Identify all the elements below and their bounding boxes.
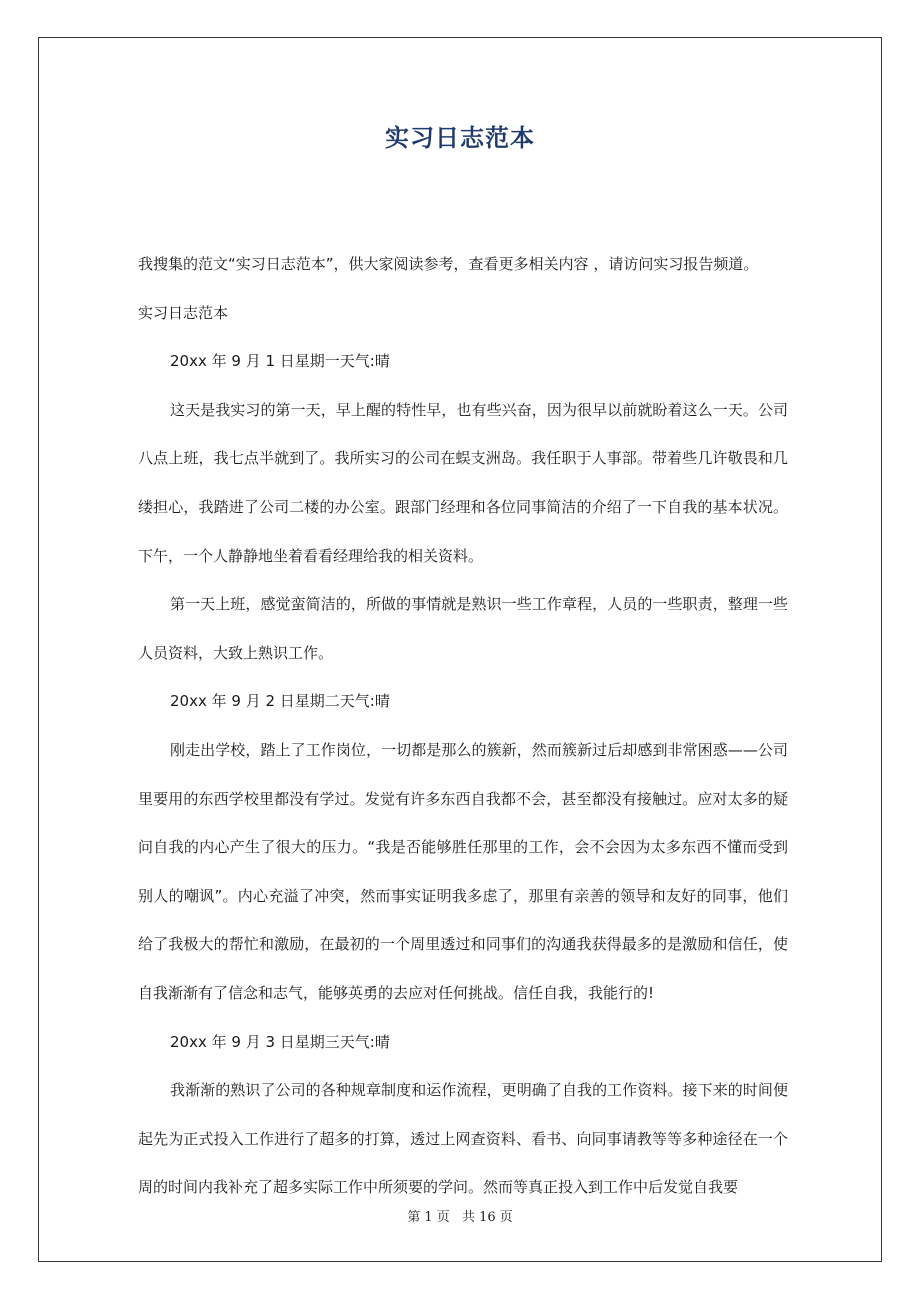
page-number: 第 1 页	[407, 1210, 450, 1225]
entry-paragraph: 这天是我实习的第一天，早上醒的特性早，也有些兴奋，因为很早以前就盼着这么一天。公司八点上班，我七点半就到了。我所实习的公司在蜈支洲岛。我任职于人事部。带着些几许敬畏和几缕担心，我踏进了公司二楼的办公室。跟部门经理和各位同事简洁的介绍了一下自我的基本状况。下午，一个人静静地坐着看看经理给我的相关资料。	[138, 400, 788, 565]
document-body	[138, 240, 788, 1212]
subtitle: 实习日志范本	[138, 303, 229, 322]
entry-paragraph: 第一天上班，感觉蛮简洁的，所做的事情就是熟识一些工作章程，人员的一些职责，整理一些人员资料，大致上熟识工作。	[138, 595, 788, 662]
entry-paragraph: 刚走出学校，踏上了工作岗位，一切都是那么的簇新，然而簇新过后却感到非常困惑——公司里要用的东西学校里都没有学过。发觉有许多东西自我都不会，甚至都没有接触过。应对太多的疑问自我的内心产生了很大的压力。“我是否能够胜任那里的工作，会不会因为太多东西不懂而受到别人的嘲讽”。内心充溢了冲突，然而事实证明我多虑了，那里有亲善的领导和友好的同事，他们给了我极大的帮忙和激励，在最初的一个周里透过和同事们的沟通我获得最多的是激励和信任，使自我渐渐有了信念和志气，能够英勇的去应对任何挑战。信任自我，我能行的!	[138, 740, 788, 1002]
entry-paragraph: 我渐渐的熟识了公司的各种规章制度和运作流程，更明确了自我的工作资料。接下来的时间便起先为正式投入工作进行了超多的打算，透过上网查资料、看书、向同事请教等等多种途径在一个周的时间内我补充了超多实际工作中所须要的学问。然而等真正投入到工作中后发觉自我要	[138, 1081, 788, 1197]
page-footer	[0, 1206, 920, 1225]
entry-heading: 20xx 年 9 月 2 日星期二天气:晴	[170, 692, 390, 711]
intro-paragraph: 我搜集的范文“实习日志范本”，供大家阅读参考，查看更多相关内容 ，请访问实习报告频道。	[138, 255, 759, 273]
document-title: 实习日志范本	[385, 124, 535, 152]
page-total: 共 16 页	[461, 1210, 513, 1225]
entry-heading: 20xx 年 9 月 1 日星期一天气:晴	[170, 352, 390, 371]
entry-heading: 20xx 年 9 月 3 日星期三天气:晴	[170, 1032, 390, 1051]
